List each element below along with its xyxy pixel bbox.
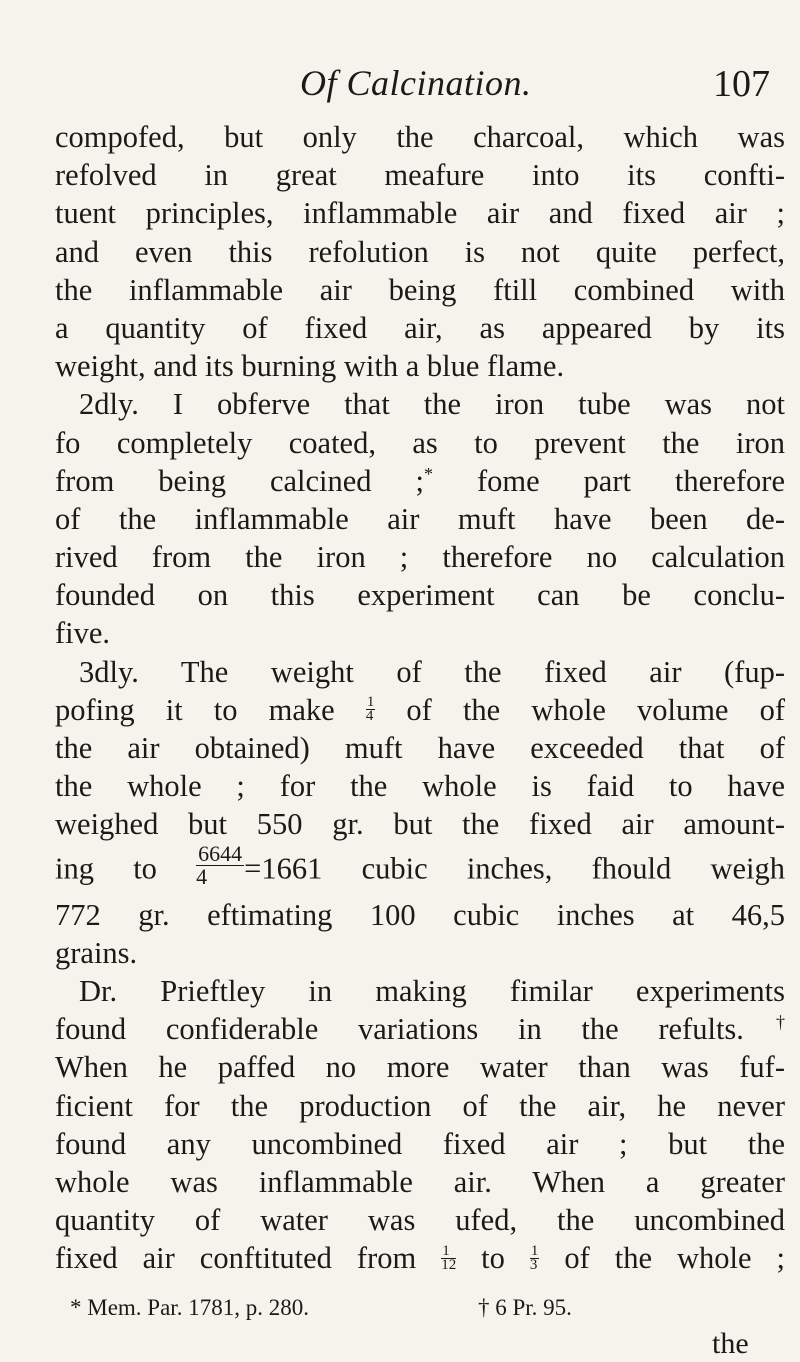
body-text <box>55 118 785 1277</box>
text-segment: ing to <box>55 851 197 886</box>
text-line: 3dly. The weight of the fixed air (fup- <box>79 654 785 689</box>
text-line: grains. <box>55 935 138 970</box>
text-line: When he paffed no more water than was fuf- <box>55 1050 785 1085</box>
text-line: whole was inflammable air. When a greater <box>55 1164 785 1199</box>
fraction <box>441 1242 457 1273</box>
text-line: weighed but 550 gr. but the fixed air amount- <box>55 807 785 842</box>
text-segment: pofing it to make <box>55 692 366 727</box>
fraction-numerator: 1 <box>441 1245 456 1259</box>
text-line: compofed, but only the charcoal, which was <box>55 120 785 154</box>
text-line: founded on this experiment can be conclu- <box>55 578 785 613</box>
text-segment: from being calcined ; <box>55 463 424 498</box>
text-line <box>55 1239 785 1277</box>
text-line <box>55 1010 785 1048</box>
text-line: of the inflammable air muft have been de- <box>55 501 785 536</box>
fraction <box>529 1242 540 1273</box>
fraction-denominator: 12 <box>441 1256 457 1273</box>
text-segment: of the whole ; <box>539 1241 785 1276</box>
text-line: Dr. Prieftley in making fimilar experiments <box>79 973 785 1008</box>
footnote-marker: † <box>743 1011 786 1032</box>
fraction <box>366 696 376 723</box>
text-line: ficient for the production of the air, he never <box>55 1088 785 1123</box>
text-line <box>55 840 785 896</box>
text-line: refolved in great meafure into its confti- <box>55 158 785 193</box>
fraction-denominator: 4 <box>196 863 208 889</box>
fraction <box>196 840 244 889</box>
text-line: five. <box>55 616 111 651</box>
text-line: a quantity of fixed air, as appeared by its <box>55 310 785 345</box>
text-line: the air obtained) muft have exceeded that of <box>55 731 785 765</box>
fraction-denominator: 3 <box>529 1256 538 1273</box>
footnote-marker: * <box>423 463 433 484</box>
text-line: found any uncombined fixed air ; but the <box>55 1126 785 1161</box>
running-title: Of Calcination. <box>300 63 532 103</box>
text-line: fo completely coated, as to prevent the iron <box>55 425 785 460</box>
text-line: the inflammable air being ftill combined with <box>55 272 785 307</box>
text-line: weight, and its burning with a blue flame. <box>55 349 565 384</box>
text-line: tuent principles, inflammable air and fixed air ; <box>55 196 785 231</box>
text-line <box>55 462 785 500</box>
text-segment: of the whole volume of <box>375 692 785 727</box>
fraction-denominator: 4 <box>365 708 374 725</box>
fraction-numerator: 1 <box>530 1242 539 1259</box>
text-segment: fome part therefore <box>432 463 785 498</box>
page-number: 107 <box>713 63 770 105</box>
catchword: the <box>712 1327 749 1360</box>
fraction-numerator: 6644 <box>198 840 243 866</box>
text-line: 772 gr. eftimating 100 cubic inches at 46,5 <box>55 897 785 932</box>
text-segment: =1661 cubic inches, fhould weigh <box>244 851 785 886</box>
footnote-2: † 6 Pr. 95. <box>478 1295 572 1320</box>
fraction-numerator: 1 <box>366 694 375 711</box>
text-line: rived from the iron ; therefore no calculation <box>55 540 785 575</box>
footnote-1: * Mem. Par. 1781, p. 280. <box>70 1295 309 1320</box>
text-line: the whole ; for the whole is faid to have <box>55 769 785 804</box>
text-line <box>55 691 785 729</box>
text-segment: to <box>456 1241 530 1276</box>
text-segment: fixed air conftituted from <box>55 1241 442 1276</box>
text-line: 2dly. I obferve that the iron tube was not <box>79 387 785 422</box>
text-line: quantity of water was ufed, the uncombined <box>55 1203 785 1238</box>
text-line: and even this refolution is not quite perfect, <box>55 234 785 269</box>
page-header <box>0 62 800 112</box>
text-segment: found confiderable variations in the refults. <box>55 1012 744 1047</box>
